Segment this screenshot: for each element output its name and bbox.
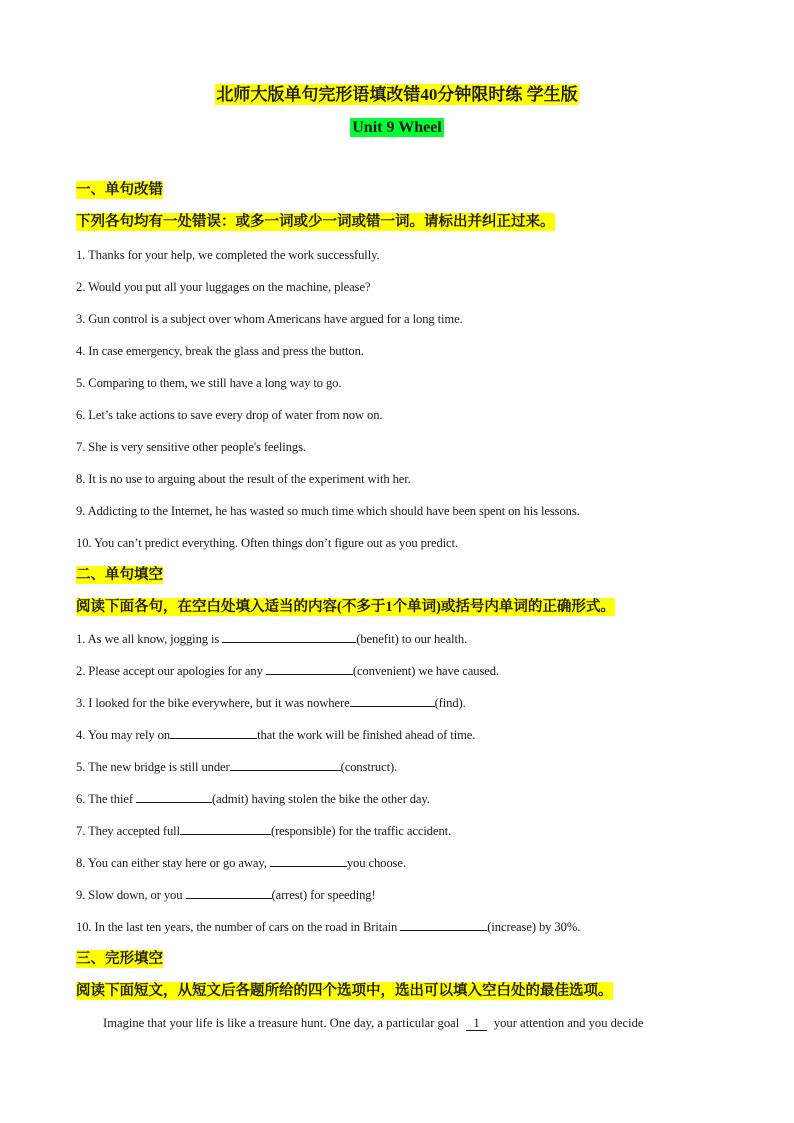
cloze-blank-number[interactable]: 1: [466, 1016, 486, 1031]
item-text-after: you choose.: [346, 856, 406, 870]
document-subtitle: Unit 9 Wheel: [352, 119, 442, 136]
item-text-before: 10. In the last ten years, the number of cars on the road in Britain: [76, 920, 401, 934]
answer-blank[interactable]: [266, 662, 353, 675]
section1-instruction: 下列各句均有一处错误：或多一词或少一词或错一词。请标出并纠正过来。: [76, 214, 555, 230]
fill-blank-item: [76, 918, 580, 936]
correction-item: 6. Let’s take actions to save every drop of water from now on.: [76, 408, 383, 422]
item-text-before: 4. You may rely on: [76, 728, 171, 742]
answer-blank[interactable]: [180, 822, 271, 835]
correction-item: 7. She is very sensitive other people's feelings.: [76, 440, 306, 454]
item-text-before: 2. Please accept our apologies for any: [76, 664, 266, 678]
section2-heading: 二、单句填空: [76, 567, 163, 583]
correction-item: 3. Gun control is a subject over whom Americans have argued for a long time.: [76, 312, 463, 326]
item-text-before: 1. As we all know, jogging is: [76, 632, 223, 646]
item-text-after: (admit) having stolen the bike the other day.: [212, 792, 430, 806]
item-text-after: (find).: [434, 696, 466, 710]
fill-blank-item: [76, 630, 467, 648]
fill-blank-item: [76, 758, 397, 776]
section3-heading: 三、完形填空: [76, 951, 163, 967]
correction-item: 2. Would you put all your luggages on the machine, please?: [76, 280, 371, 294]
fill-blank-item: [76, 726, 475, 744]
section3-instruction: 阅读下面短文，从短文后各题所给的四个选项中，选出可以填入空白处的最佳选项。: [76, 983, 613, 999]
answer-blank[interactable]: [270, 854, 347, 867]
item-text-before: 3. I looked for the bike everywhere, but it was nowhere: [76, 696, 350, 710]
correction-item: 10. You can’t predict everything. Often things don’t figure out as you predict.: [76, 536, 458, 550]
fill-blank-item: [76, 822, 451, 840]
item-text-before: 8. You can either stay here or go away,: [76, 856, 270, 870]
correction-item: 8. It is no use to arguing about the result of the experiment with her.: [76, 472, 411, 486]
item-text-after: (arrest) for speeding!: [271, 888, 376, 902]
correction-item: 1. Thanks for your help, we completed the work successfully.: [76, 248, 380, 262]
item-text-before: 7. They accepted full: [76, 824, 180, 838]
correction-item: 9. Addicting to the Internet, he has wasted so much time which should have been spent on his lessons.: [76, 504, 580, 518]
fill-blank-item: [76, 790, 430, 808]
item-text-after: (convenient) we have caused.: [352, 664, 499, 678]
answer-blank[interactable]: [186, 886, 272, 899]
section2-instruction: 阅读下面各句，在空白处填入适当的内容(不多于1个单词)或括号内单词的正确形式。: [76, 599, 615, 615]
section1-heading: 一、单句改错: [76, 182, 163, 198]
answer-blank[interactable]: [170, 726, 257, 739]
item-text-after: (construct).: [340, 760, 398, 774]
item-text-after: that the work will be finished ahead of time.: [257, 728, 476, 742]
item-text-before: 5. The new bridge is still under: [76, 760, 230, 774]
answer-blank[interactable]: [400, 918, 487, 931]
fill-blank-item: [76, 694, 466, 712]
fill-blank-item: [76, 854, 406, 872]
answer-blank[interactable]: [136, 790, 212, 803]
cloze-passage: Imagine that your life is like a treasure hunt. One day, a particular goal 1 your attention and you decide: [103, 1016, 644, 1030]
item-text-after: (benefit) to our health.: [356, 632, 468, 646]
correction-item: 4. In case emergency, break the glass and press the button.: [76, 344, 364, 358]
answer-blank[interactable]: [230, 758, 341, 771]
answer-blank[interactable]: [222, 630, 356, 643]
item-text-before: 6. The thief: [76, 792, 137, 806]
answer-blank[interactable]: [350, 694, 435, 707]
fill-blank-item: [76, 886, 376, 904]
correction-item: 5. Comparing to them, we still have a long way to go.: [76, 376, 342, 390]
item-text-after: (increase) by 30%.: [487, 920, 581, 934]
fill-blank-item: [76, 662, 499, 680]
item-text-after: (responsible) for the traffic accident.: [270, 824, 452, 838]
item-text-before: 9. Slow down, or you: [76, 888, 186, 902]
document-title: 北师大版单句完形语填改错40分钟限时练 学生版: [216, 85, 578, 104]
